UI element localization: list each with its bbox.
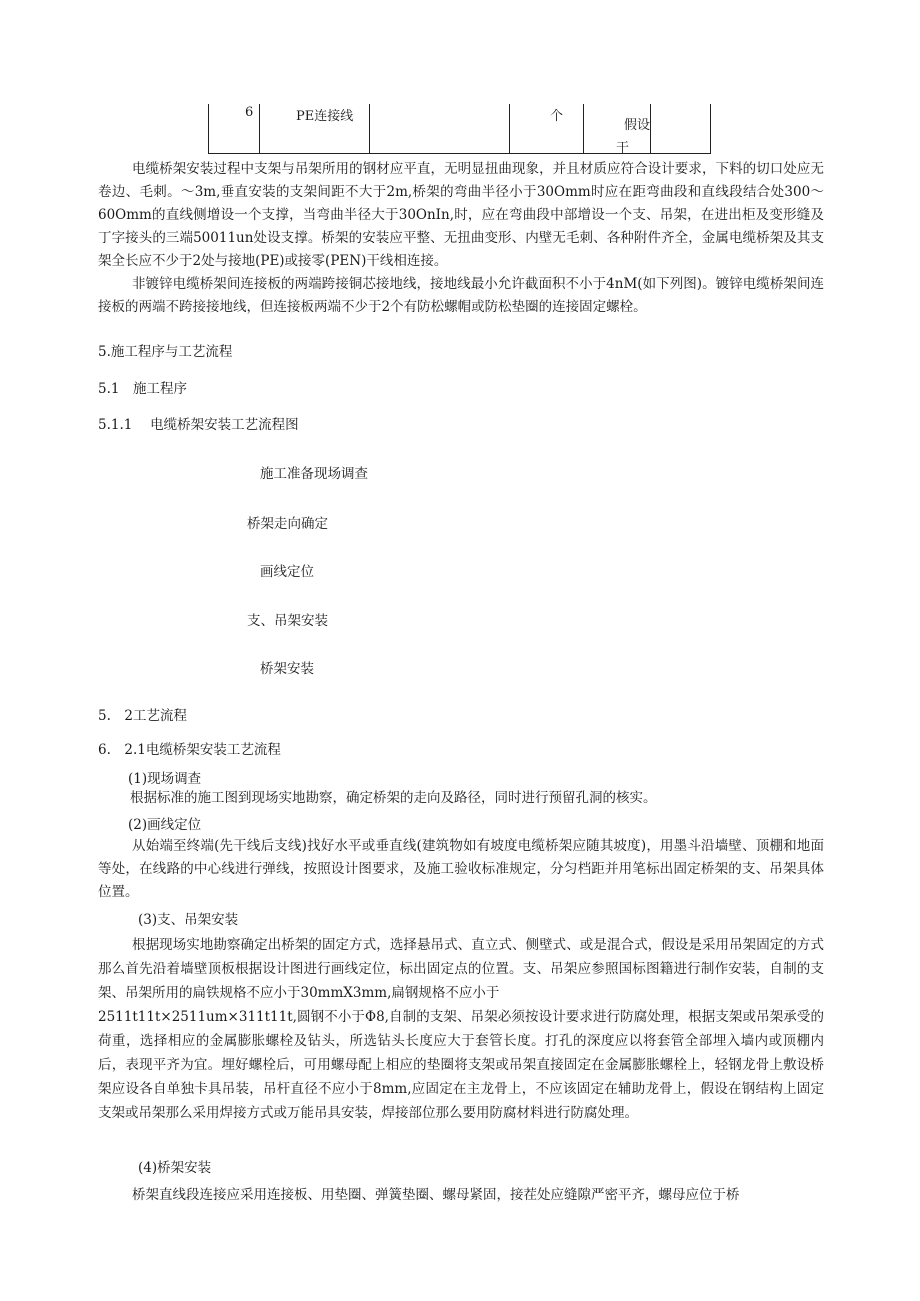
subheading-bracket-install: (3)支、吊架安装: [138, 912, 239, 928]
flow-step-preparation: 施工准备现场调查: [260, 466, 368, 482]
paragraph-bracket-install-a: 根据现场实地勘察确定出桥架的固定方式，选择悬吊式、直立式、侧壁式、或是混合式，假设是采用吊架固定的方式那么首先沿着墙壁顶板根据设计图进行画线定位，标出固定点的位置。支、吊架应参照国标图籍进行制作安装，自制的支架、吊架所用的扁铁规格不应小于30mmX3mm,扁钢规格不应小于: [98, 937, 824, 1001]
table-cell-number: [209, 104, 260, 153]
cell-text: 6: [245, 105, 254, 120]
material-table-row: [208, 104, 711, 154]
table-cell-note: [651, 104, 712, 153]
paragraph-bracket-install-b: 2511t11t×2511um×311t11t,圆钢不小于Φ8,自制的支架、吊架必须按设计要求进行防腐处理，根据支架或吊架承受的荷重，选择相应的金属膨胀螺栓及钻头，所选钻头长度应大于套管长度。打孔的深度应以将套管全部埋入墙内或顶棚内后，表现平齐为宜。埋好螺栓后，可用螺母配上相应的垫圈将支架或吊架直接固定在金属膨胀螺栓上，轻钢龙骨上敷设桥架应设各自单独卡具吊装，吊杆直径不应小于8mm,应固定在主龙骨上，不应该固定在辅助龙骨上，假设在钢结构上固定支架或吊架那么采用焊接方式或万能吊具安装，焊接部位那么要用防腐材料进行防腐处理。: [98, 1009, 824, 1121]
table-cell-name: [260, 104, 370, 153]
cell-text: PE连接线: [296, 109, 354, 124]
paragraph-grounding: 非镀锌电缆桥架间连接板的两端跨接铜芯接地线，接地线最小允许截面积不小于4nM(如下列图)。镀锌电缆桥架间连接板的两端不跨接接地线，但连接板两端不少于2个有防松螺帽或防松垫圈的连接固定螺栓。: [98, 276, 824, 315]
subheading-site-survey: (1)现场调查: [128, 771, 202, 787]
table-cell-spec: [370, 104, 510, 153]
flow-step-direction: 桥架走向确定: [247, 516, 328, 532]
cell-text: 假设: [624, 118, 651, 133]
table-cell-quantity: [584, 104, 651, 156]
flow-step-marking: 画线定位: [260, 564, 314, 580]
paragraph-marking: 从始端至终端(先干线后支线)找好水平或垂直线(建筑物如有坡度电缆桥架应随其坡度)，用墨斗沿墙壁、顶棚和地面等处，在线路的中心线进行弹线，按照设计图要求，及施工验收标准规定，分匀档距并用笔标出固定桥架的支、吊架具体位置。: [98, 838, 824, 900]
flow-step-bracket-install: 支、吊架安装: [247, 613, 328, 629]
paragraph-site-survey: 根据标准的施工图到现场实地勘察，确定桥架的走向及路径，同时进行预留孔洞的核实。: [130, 790, 657, 806]
subheading-marking: (2)画线定位: [128, 817, 202, 833]
paragraph-tray-install: 桥架直线段连接应采用连接板、用垫圈、弹簧垫圈、螺母紧固，接茬处应缝隙严密平齐，螺母应位于桥: [132, 1187, 740, 1203]
heading-section-5-1: 5.1 施工程序: [98, 381, 187, 397]
cell-text: 个: [550, 109, 564, 124]
heading-section-5-2: 5. 2工艺流程: [98, 708, 187, 724]
heading-section-5-1-1: 5.1.1 电缆桥架安装工艺流程图: [98, 417, 299, 433]
cell-text: 干: [616, 141, 630, 156]
flow-step-tray-install: 桥架安装: [260, 661, 314, 677]
heading-section-6-2-1: 6. 2.1电缆桥架安装工艺流程: [98, 742, 281, 758]
subheading-tray-install: (4)桥架安装: [138, 1160, 212, 1176]
paragraph-bracket-requirements: 电缆桥架安装过程中支架与吊架所用的钢材应平直，无明显扭曲现象，并且材质应符合设计要求，下料的切口处应无卷边、毛刺。～3m,垂直安装的支架间距不大于2m,桥架的弯曲半径小于30Omm时应在距弯曲段和直线段结合处300～60Omm的直线侧增设一个支撑，当弯曲半径大于30OnIn,时，应在弯曲段中部增设一个支、吊架，在进出柜及变形缝及丁字接头的三端50011un处设支撑。桥架的安装应平整、无扭曲变形、内壁无毛刺、各种附件齐全，金属电缆桥架及其支架全长应不少于2处与接地(PE)或接零(PEN)干线相连接。: [98, 161, 824, 269]
heading-section-5: 5.施工程序与工艺流程: [98, 344, 233, 360]
table-cell-unit: [510, 104, 584, 153]
